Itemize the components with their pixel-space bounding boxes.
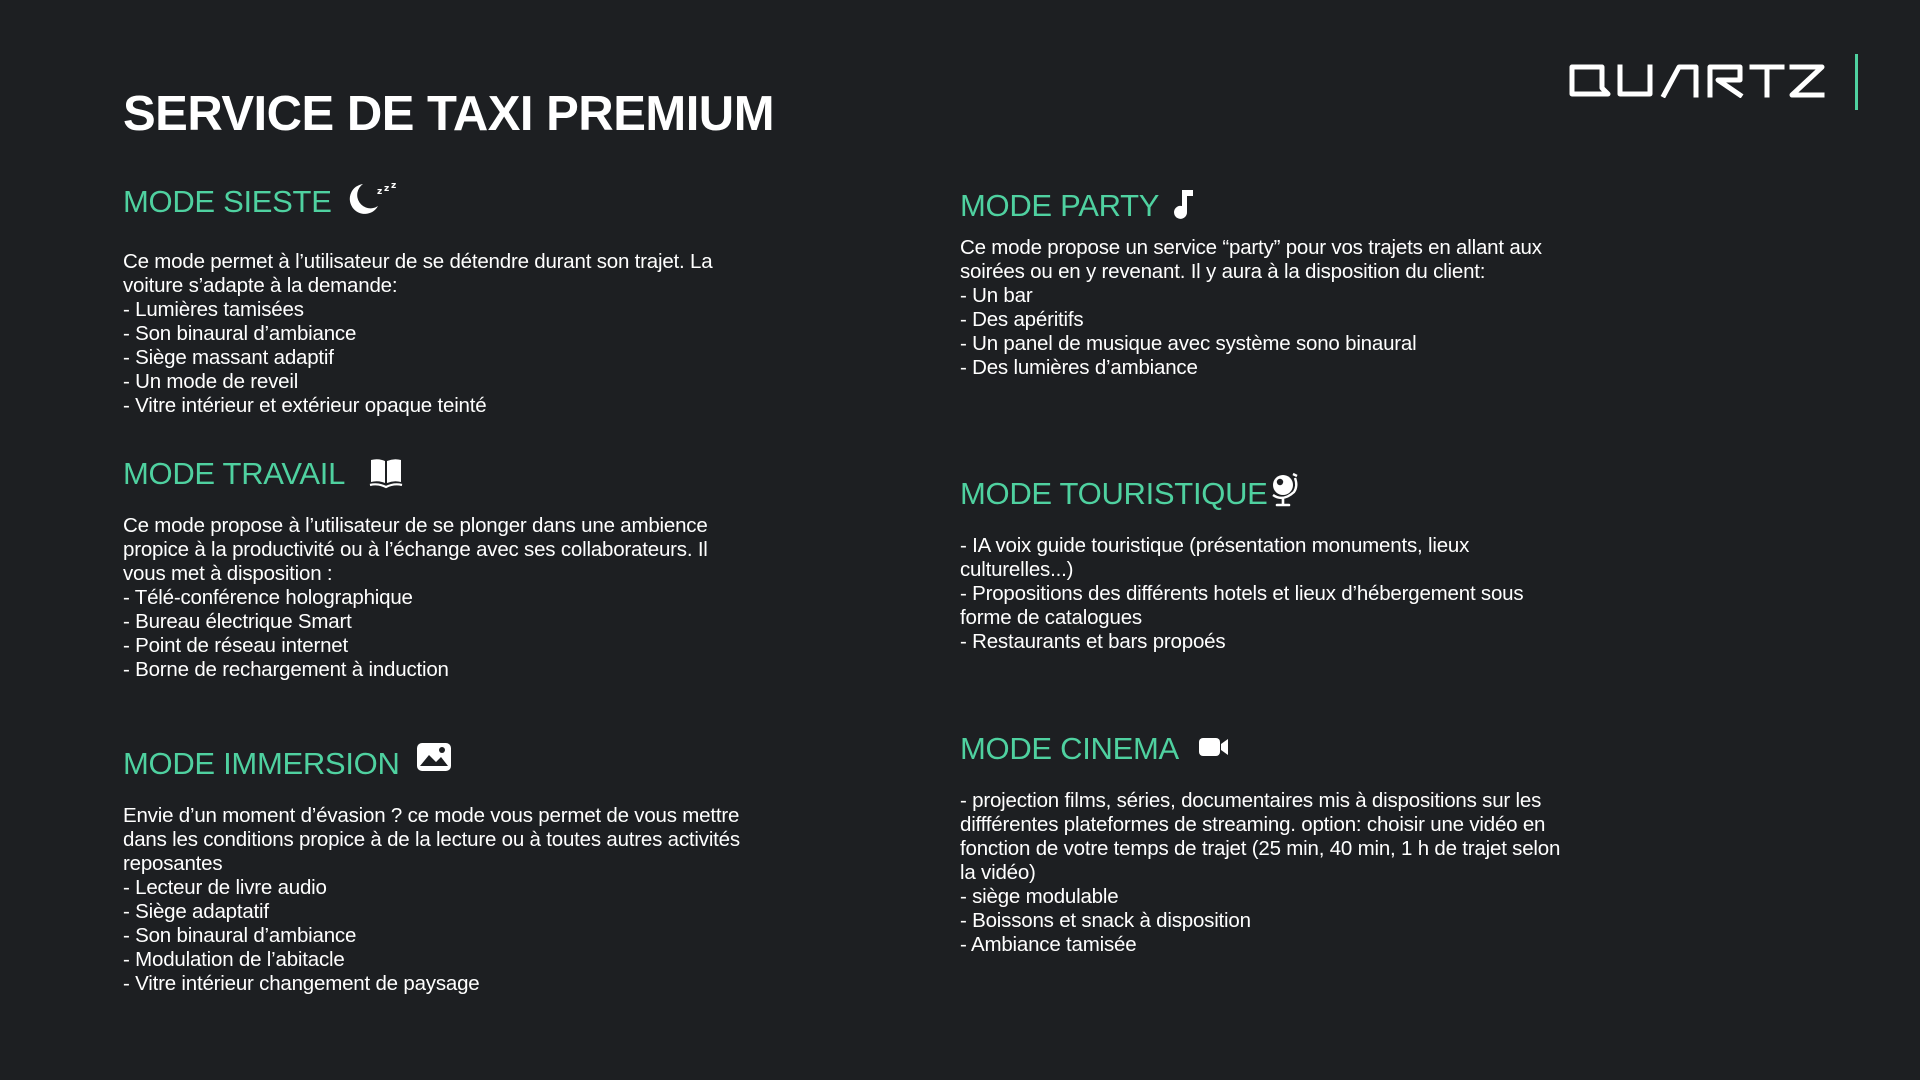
list-item: - Vitre intérieur et extérieur opaque teinté (123, 394, 487, 417)
feature-list (960, 284, 1580, 380)
list-item: - Lumières tamisées (123, 298, 304, 321)
list-item: - Un mode de reveil (123, 370, 299, 393)
list-item: - Borne de rechargement à induction (123, 658, 449, 681)
quartz-logo (1568, 54, 1858, 110)
feature-list (123, 586, 743, 682)
section-mode-party (960, 182, 1580, 380)
list-item: - Des apéritifs (960, 308, 1084, 331)
feature-list (960, 885, 1580, 957)
open-book-icon (368, 456, 404, 490)
list-item: - Un panel de musique avec système sono binaural (960, 332, 1417, 355)
list-item: - Restaurants et bars propoés (960, 630, 1226, 653)
section-intro: Ce mode propose à l’utilisateur de se plonger dans une ambience propice à la productivité ou à l’échange avec ses collaborateurs. Il vous met à disposition : (123, 514, 708, 585)
svg-text:z: z (384, 184, 390, 194)
globe-icon (1267, 470, 1301, 508)
list-item: - Un bar (960, 284, 1033, 307)
feature-list (960, 534, 1580, 654)
list-item: - Siège adaptatif (123, 900, 269, 923)
list-item: - Bureau électrique Smart (123, 610, 352, 633)
page-title: SERVICE DE TAXI PREMIUM (123, 87, 775, 141)
section-mode-immersion (123, 740, 743, 996)
section-mode-cinema (960, 725, 1580, 957)
moon-zzz-icon (343, 178, 403, 218)
landscape-image-icon (415, 741, 453, 773)
section-mode-touristique (960, 470, 1580, 654)
logo-accent-bar (1855, 54, 1858, 110)
section-title: MODE CINEMA (960, 731, 1179, 766)
section-mode-travail (123, 450, 743, 682)
logo-text: QUARTZ (1568, 64, 1573, 65)
list-item: - Des lumières d’ambiance (960, 356, 1198, 379)
feature-list (123, 298, 743, 418)
list-item: - Télé-conférence holographique (123, 586, 413, 609)
feature-list (123, 876, 743, 996)
list-item: - Boissons et snack à disposition (960, 909, 1251, 932)
video-camera-icon (1197, 735, 1231, 759)
list-item: - Ambiance tamisée (960, 933, 1137, 956)
section-intro: Ce mode propose un service “party” pour vos trajets en allant aux soirées ou en y revenant. Il y aura à la disposition du client: (960, 236, 1542, 283)
section-title: MODE IMMERSION (123, 746, 400, 781)
quartz-wordmark-icon (1568, 64, 1826, 98)
list-item: - Propositions des différents hotels et lieux d’hébergement sous forme de catalogues (960, 582, 1524, 629)
section-intro: Envie d’un moment d’évasion ? ce mode vous permet de vous mettre dans les conditions propice à de la lecture ou à toutes autres activités reposantes (123, 804, 740, 875)
section-title: MODE TOURISTIQUE (960, 476, 1268, 511)
svg-text:z: z (377, 187, 383, 197)
list-item: - siège modulable (960, 885, 1119, 908)
list-item: - Point de réseau internet (123, 634, 348, 657)
section-intro: - projection films, séries, documentaires mis à dispositions sur les diffférentes plateformes de streaming. option: choisir une vidéo en fonction de votre temps de trajet (25 min, 40 min, 1 h de trajet selon la vidéo) (960, 789, 1561, 884)
list-item: - Lecteur de livre audio (123, 876, 327, 899)
list-item: - Vitre intérieur changement de paysage (123, 972, 480, 995)
section-title: MODE PARTY (960, 188, 1160, 223)
section-title: MODE SIESTE (123, 184, 332, 219)
list-item: - Modulation de l’abitacle (123, 948, 345, 971)
list-item: - Son binaural d’ambiance (123, 924, 357, 947)
section-intro: Ce mode permet à l’utilisateur de se détendre durant son trajet. La voiture s’adapte à la demande: (123, 250, 713, 297)
svg-text:z: z (391, 181, 397, 191)
section-mode-sieste (123, 178, 743, 418)
list-item: - IA voix guide touristique (présentation monuments, lieux culturelles...) (960, 534, 1470, 581)
section-title: MODE TRAVAIL (123, 456, 346, 491)
list-item: - Son binaural d’ambiance (123, 322, 357, 345)
music-note-icon (1168, 186, 1198, 222)
list-item: - Siège massant adaptif (123, 346, 334, 369)
